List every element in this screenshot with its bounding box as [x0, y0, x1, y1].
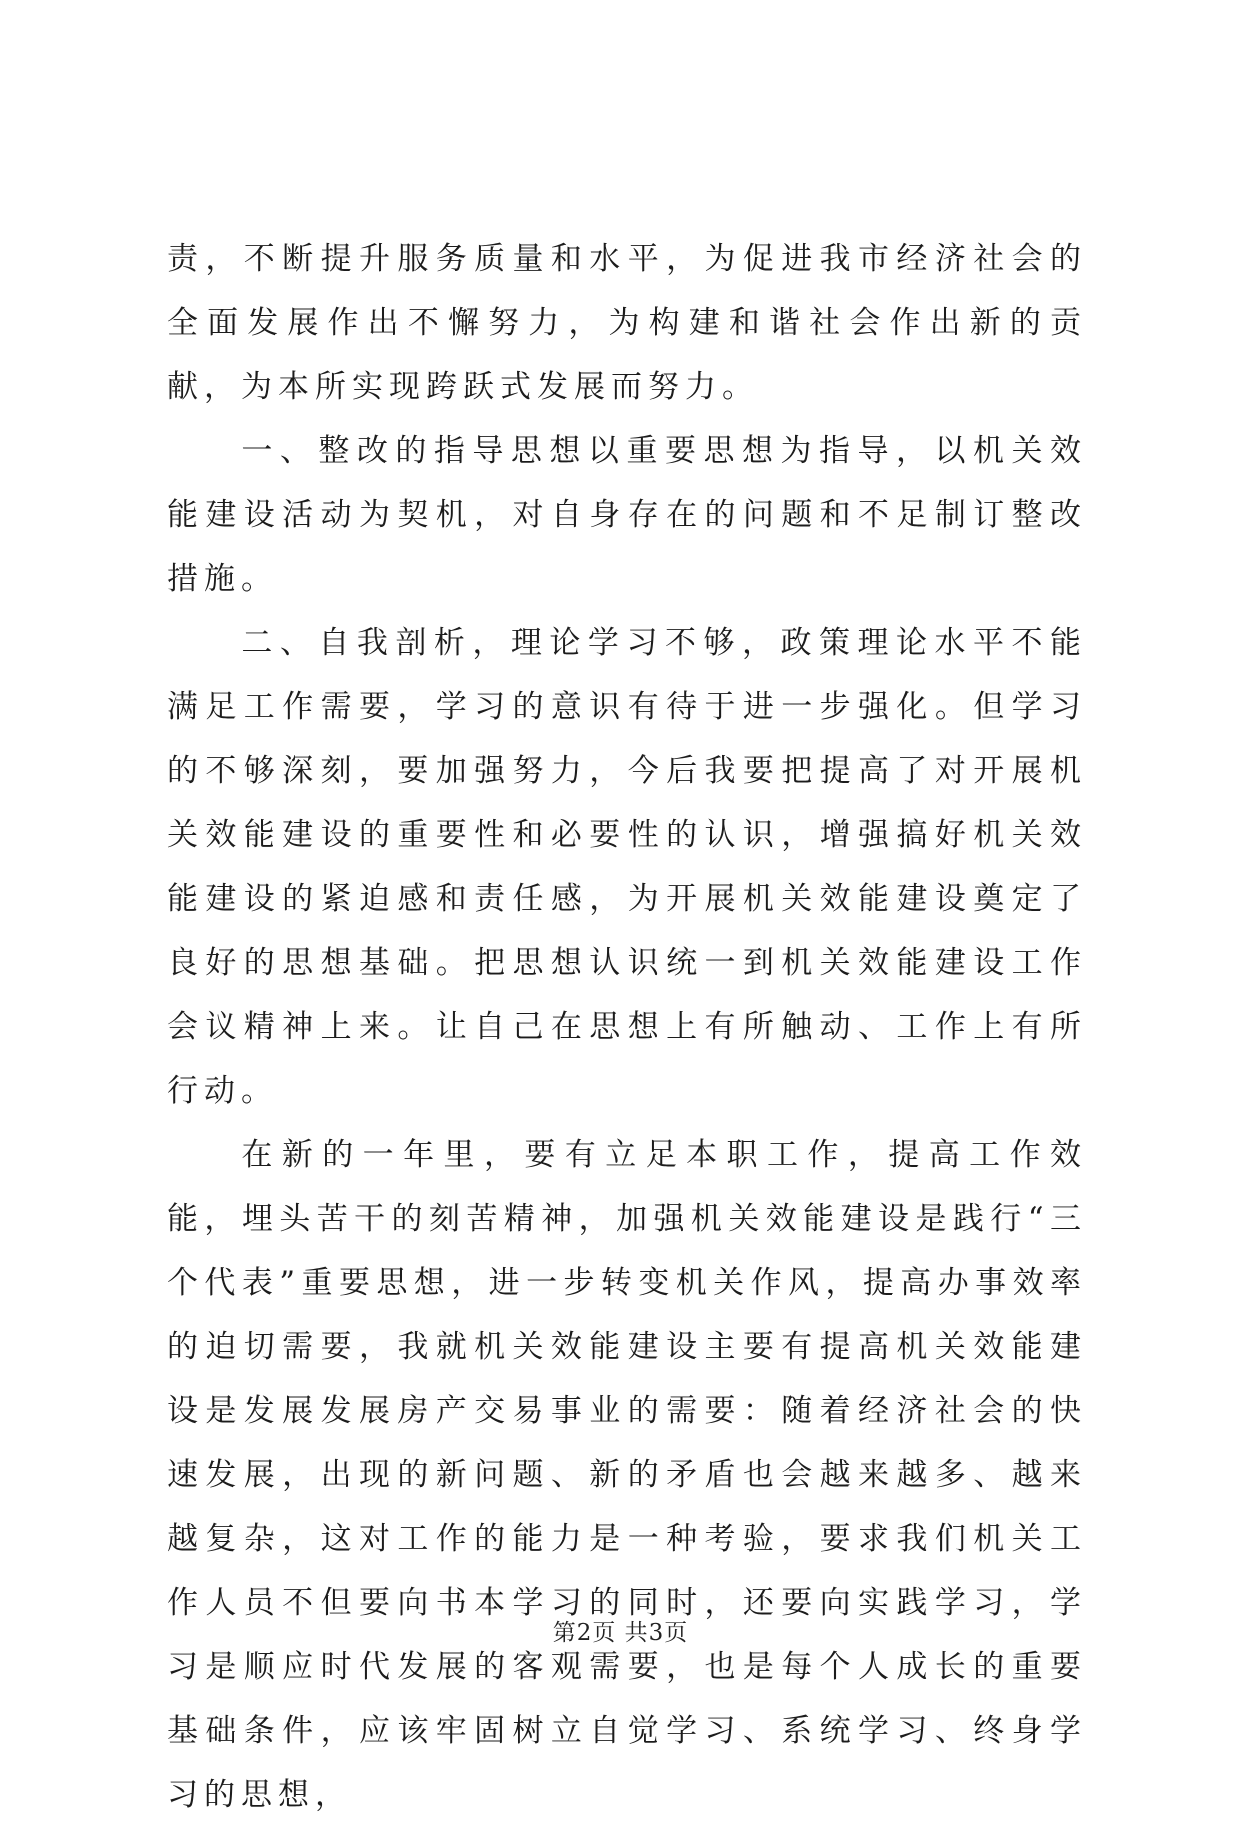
paragraph-continuation: 责，不断提升服务质量和水平，为促进我市经济社会的全面发展作出不懈努力，为构建和谐社会作出新的贡献，为本所实现跨跃式发展而努力。 — [167, 241, 1087, 405]
paragraph-guiding-thought: 一、整改的指导思想以重要思想为指导，以机关效能建设活动为契机，对自身存在的问题和不足制订整改措施。 — [167, 433, 1087, 597]
page-number-footer: 第2页 共3页 — [552, 1620, 689, 1646]
paragraph-new-year: 在新的一年里，要有立足本职工作，提高工作效能，埋头苦干的刻苦精神，加强机关效能建设是践行“三个代表”重要思想，进一步转变机关作风，提高办事效率的迫切需要，我就机关效能建设主要有提高机关效能建设是发展发展房产交易事业的需要：随着经济社会的快速发展，出现的新问题、新的矛盾也会越来越多、越来越复杂，这对工作的能力是一种考验，要求我们机关工作人员不但要向书本学习的同时，还要向实践学习，学习是顺应时代发展的客观需要，也是每个人成长的重要基础条件，应该牢固树立自觉学习、系统学习、终身学习的思想， — [167, 1137, 1087, 1813]
paragraph-self-analysis: 二、自我剖析，理论学习不够，政策理论水平不能满足工作需要，学习的意识有待于进一步强化。但学习的不够深刻，要加强努力，今后我要把提高了对开展机关效能建设的重要性和必要性的认识，增强搞好机关效能建设的紧迫感和责任感，为开展机关效能建设奠定了良好的思想基础。把思想认识统一到机关效能建设工作会议精神上来。让自己在思想上有所触动、工作上有所行动。 — [167, 625, 1087, 1109]
document-body — [167, 227, 1087, 1827]
